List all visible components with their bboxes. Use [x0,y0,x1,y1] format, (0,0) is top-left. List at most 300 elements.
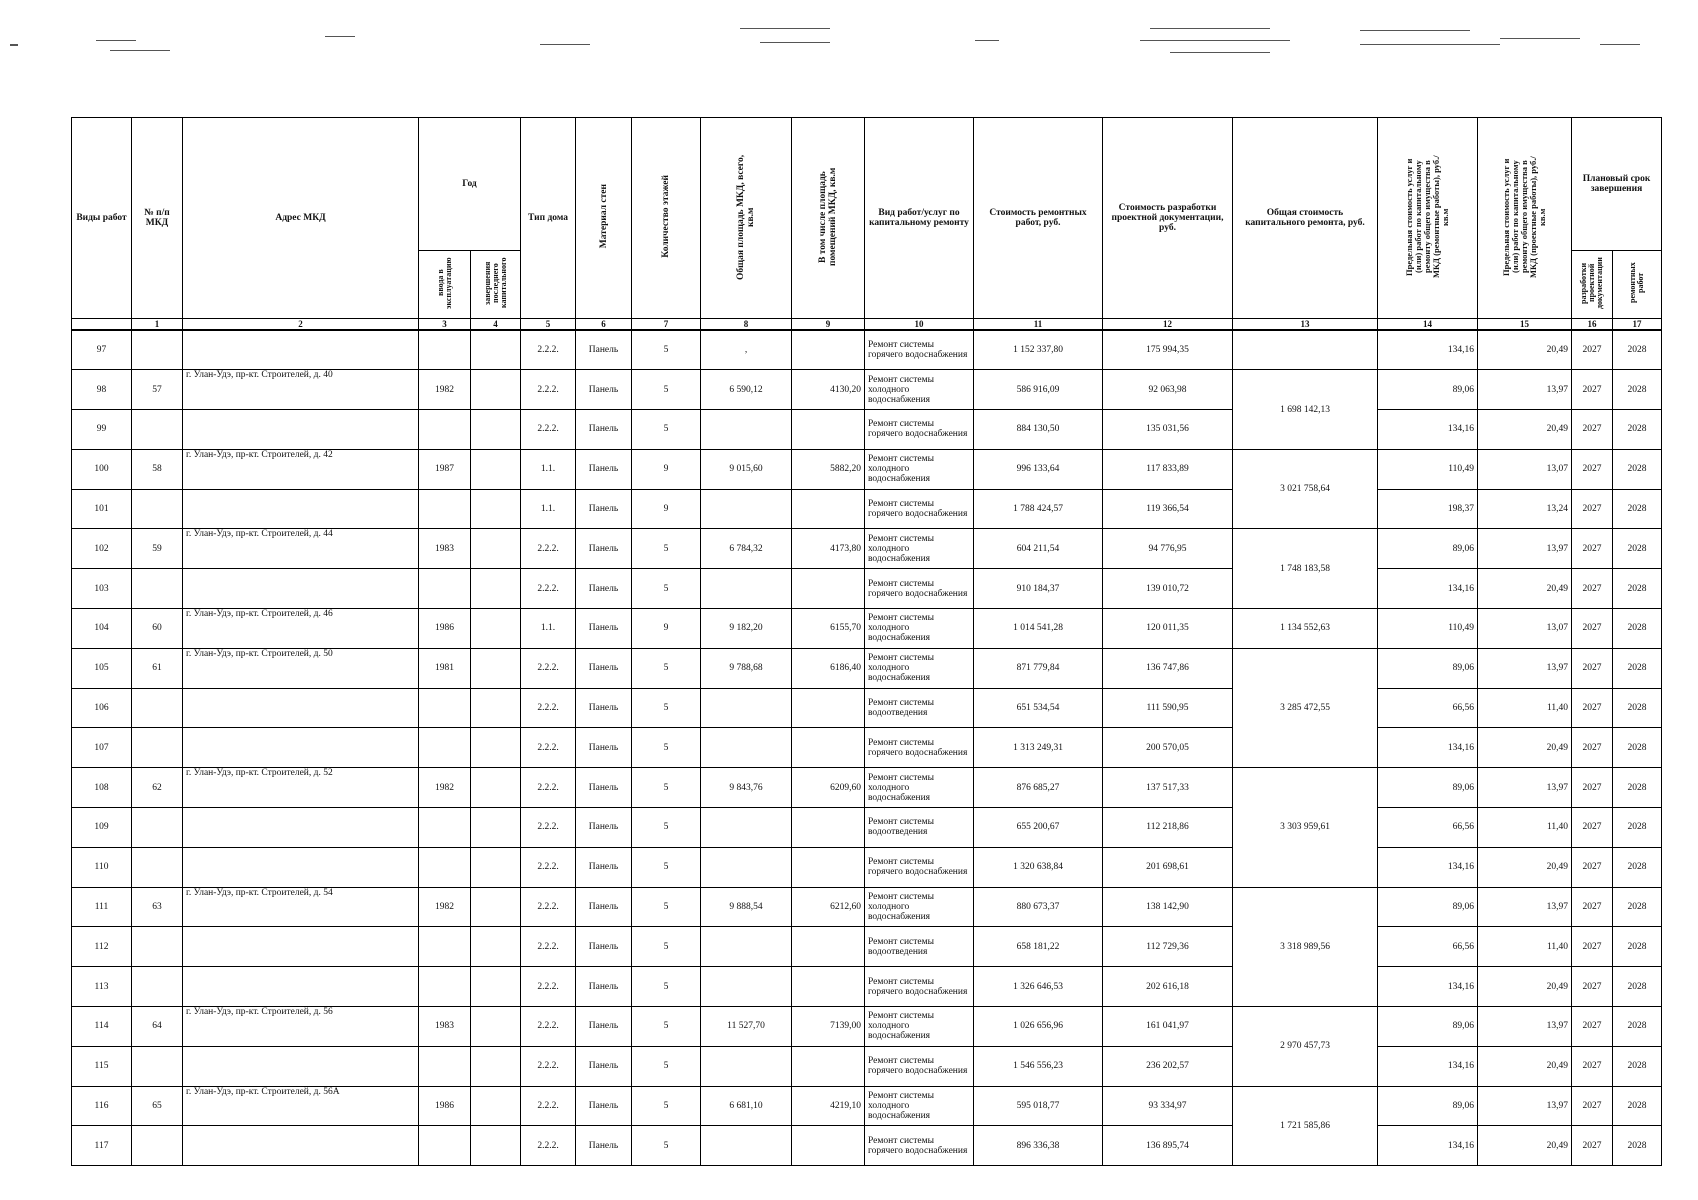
cell-god-kap [471,489,521,529]
cell-nomer-mkd: 62 [132,768,183,808]
cell-srok-pd: 2027 [1572,887,1613,927]
cell-stoim-pd: 200 570,05 [1103,728,1233,768]
table-row [72,967,1662,1007]
cell-tip-doma: 1.1. [521,609,576,649]
cell-adres [183,927,419,967]
cell-obsh-stoim: 1 721 585,86 [1233,1086,1378,1166]
header-nomer-mkd: № п/п МКД [132,118,183,319]
cell-tip-doma: 2.2.2. [521,847,576,887]
cell-god-vvoda: 1981 [419,648,471,688]
cell-stoim-rem: 884 130,50 [974,410,1103,450]
cell-tip-doma: 2.2.2. [521,529,576,569]
cell-nomer-mkd [132,808,183,848]
cell-god-kap [471,648,521,688]
cell-pred-rem: 134,16 [1378,847,1478,887]
cell-obsh-pl: 11 527,70 [701,1007,792,1047]
cell-nomer-mkd [132,489,183,529]
cell-obsh-pl [701,688,792,728]
cell-pred-pd: 20,49 [1478,847,1572,887]
cell-nomer-mkd [132,688,183,728]
cell-material: Панель [576,688,632,728]
cell-adres [183,569,419,609]
cell-pl-pom [792,1126,865,1166]
cell-vid-uslug: Ремонт системы горячего водоснабжения [865,1046,974,1086]
cell-god-vvoda: 1983 [419,1007,471,1047]
cell-vid-uslug: Ремонт системы горячего водоснабжения [865,728,974,768]
cell-obsh-pl [701,808,792,848]
cell-srok-rem: 2028 [1613,808,1662,848]
cell-pred-rem: 89,06 [1378,1086,1478,1126]
cell-stoim-rem: 651 534,54 [974,688,1103,728]
cell-etazhi: 5 [632,1007,701,1047]
cell-obsh-pl [701,1126,792,1166]
header-pred-rem: Предельная стоимость услуг и (или) работ по капитальному ремонту общего имущества в МКД (ремонтные работы), руб./кв.м [1378,118,1478,319]
table-body [72,330,1662,1166]
cell-stoim-rem: 1 326 646,53 [974,967,1103,1007]
cell-etazhi: 5 [632,1046,701,1086]
cell-pl-pom: 6155,70 [792,609,865,649]
cell-adres: г. Улан-Удэ, пр-кт. Строителей, д. 56 [183,1007,419,1047]
cell-tip-doma: 2.2.2. [521,967,576,1007]
cell-god-kap [471,410,521,450]
cell-srok-pd: 2027 [1572,330,1613,370]
cell-vid-rabot: 113 [72,967,132,1007]
cell-obsh-pl: 9 888,54 [701,887,792,927]
cell-pred-pd: 20,49 [1478,410,1572,450]
column-number: 17 [1613,319,1662,331]
cell-material: Панель [576,1007,632,1047]
cell-tip-doma: 2.2.2. [521,768,576,808]
cell-obsh-pl [701,1046,792,1086]
header-pred-pd: Предельная стоимость услуг и (или) работ по капитальному ремонту общего имущества в МКД (проектные работы), руб./кв.м [1478,118,1572,319]
cell-tip-doma: 2.2.2. [521,569,576,609]
header-adres: Адрес МКД [183,118,419,319]
cell-pl-pom: 6209,60 [792,768,865,808]
cell-etazhi: 5 [632,1086,701,1126]
cell-god-kap [471,808,521,848]
column-number: 8 [701,319,792,331]
cell-pl-pom: 5882,20 [792,449,865,489]
cell-tip-doma: 2.2.2. [521,1126,576,1166]
cell-god-kap [471,569,521,609]
cell-nomer-mkd: 58 [132,449,183,489]
cell-srok-pd: 2027 [1572,967,1613,1007]
cell-pred-rem: 89,06 [1378,887,1478,927]
cell-vid-uslug: Ремонт системы холодного водоснабжения [865,609,974,649]
cell-stoim-rem: 1 026 656,96 [974,1007,1103,1047]
column-number: 5 [521,319,576,331]
cell-pred-pd: 20,49 [1478,1046,1572,1086]
cell-srok-rem: 2028 [1613,609,1662,649]
cell-nomer-mkd [132,569,183,609]
cell-pred-rem: 134,16 [1378,1126,1478,1166]
table-row [72,1046,1662,1086]
cell-god-vvoda [419,569,471,609]
cell-pl-pom [792,847,865,887]
cell-srok-pd: 2027 [1572,1126,1613,1166]
cell-tip-doma: 2.2.2. [521,688,576,728]
cell-stoim-rem: 1 788 424,57 [974,489,1103,529]
cell-etazhi: 5 [632,847,701,887]
cell-god-kap [471,967,521,1007]
cell-god-kap [471,449,521,489]
cell-stoim-rem: 1 320 638,84 [974,847,1103,887]
cell-srok-pd: 2027 [1572,927,1613,967]
cell-obsh-stoim: 2 970 457,73 [1233,1007,1378,1087]
cell-material: Панель [576,887,632,927]
cell-tip-doma: 2.2.2. [521,648,576,688]
header-pl-pom: В том числе площадь помещений МКД, кв.м [792,118,865,319]
cell-vid-rabot: 103 [72,569,132,609]
cell-adres [183,1046,419,1086]
cell-god-vvoda [419,410,471,450]
header-srok-pd: разработки проектной документации [1572,251,1613,319]
cell-stoim-pd: 94 776,95 [1103,529,1233,569]
cell-material: Панель [576,927,632,967]
cell-god-vvoda: 1986 [419,1086,471,1126]
column-number: 12 [1103,319,1233,331]
cell-stoim-rem: 871 779,84 [974,648,1103,688]
cell-etazhi: 5 [632,808,701,848]
cell-pred-pd: 11,40 [1478,927,1572,967]
cell-god-vvoda [419,847,471,887]
cell-obsh-pl [701,847,792,887]
cell-adres [183,847,419,887]
cell-god-vvoda [419,489,471,529]
cell-pred-rem: 110,49 [1378,609,1478,649]
cell-vid-rabot: 112 [72,927,132,967]
cell-pl-pom [792,728,865,768]
cell-obsh-pl: , [701,330,792,370]
cell-vid-uslug: Ремонт системы холодного водоснабжения [865,449,974,489]
cell-god-kap [471,1007,521,1047]
cell-srok-rem: 2028 [1613,370,1662,410]
cell-obsh-pl: 6 681,10 [701,1086,792,1126]
cell-vid-uslug: Ремонт системы горячего водоснабжения [865,410,974,450]
cell-vid-uslug: Ремонт системы горячего водоснабжения [865,489,974,529]
cell-vid-uslug: Ремонт системы холодного водоснабжения [865,648,974,688]
header-obsh-pl: Общая площадь МКД, всего, кв.м [701,118,792,319]
cell-nomer-mkd: 60 [132,609,183,649]
cell-tip-doma: 2.2.2. [521,1086,576,1126]
column-number: 1 [132,319,183,331]
cell-stoim-pd: 135 031,56 [1103,410,1233,450]
cell-srok-rem: 2028 [1613,728,1662,768]
cell-vid-rabot: 114 [72,1007,132,1047]
cell-pl-pom [792,569,865,609]
cell-nomer-mkd [132,967,183,1007]
cell-nomer-mkd: 63 [132,887,183,927]
cell-adres: г. Улан-Удэ, пр-кт. Строителей, д. 54 [183,887,419,927]
cell-etazhi: 5 [632,330,701,370]
cell-god-kap [471,847,521,887]
cell-stoim-pd: 138 142,90 [1103,887,1233,927]
cell-pred-pd: 13,97 [1478,529,1572,569]
header-tip-doma: Тип дома [521,118,576,319]
cell-god-kap [471,887,521,927]
table-row [72,728,1662,768]
cell-stoim-pd: 120 011,35 [1103,609,1233,649]
cell-srok-pd: 2027 [1572,728,1613,768]
cell-god-kap [471,1046,521,1086]
cell-pred-pd: 11,40 [1478,808,1572,848]
cell-god-vvoda [419,1046,471,1086]
cell-etazhi: 5 [632,648,701,688]
cell-pl-pom [792,927,865,967]
header-srok-rem: ремонтных работ [1613,251,1662,319]
cell-pred-rem: 89,06 [1378,529,1478,569]
cell-pl-pom: 6186,40 [792,648,865,688]
cell-vid-rabot: 109 [72,808,132,848]
cell-pl-pom: 4130,20 [792,370,865,410]
cell-adres [183,808,419,848]
cell-adres [183,410,419,450]
cell-nomer-mkd: 65 [132,1086,183,1126]
capital-repair-table [71,117,1662,1166]
cell-vid-rabot: 116 [72,1086,132,1126]
cell-stoim-rem: 1 546 556,23 [974,1046,1103,1086]
cell-obsh-pl [701,967,792,1007]
cell-pred-rem: 89,06 [1378,370,1478,410]
scan-header-artifacts [0,0,1698,90]
cell-adres [183,330,419,370]
table-row [72,529,1662,569]
table-row [72,808,1662,848]
cell-obsh-stoim: 1 748 183,58 [1233,529,1378,609]
cell-stoim-pd: 161 041,97 [1103,1007,1233,1047]
cell-etazhi: 5 [632,927,701,967]
cell-vid-uslug: Ремонт системы холодного водоснабжения [865,768,974,808]
cell-pred-rem: 134,16 [1378,1046,1478,1086]
cell-vid-rabot: 101 [72,489,132,529]
cell-pred-pd: 20,49 [1478,330,1572,370]
cell-srok-rem: 2028 [1613,1007,1662,1047]
cell-vid-uslug: Ремонт системы горячего водоснабжения [865,847,974,887]
cell-vid-rabot: 104 [72,609,132,649]
cell-etazhi: 5 [632,887,701,927]
cell-srok-rem: 2028 [1613,1046,1662,1086]
cell-obsh-pl: 9 788,68 [701,648,792,688]
cell-tip-doma: 2.2.2. [521,1007,576,1047]
cell-material: Панель [576,489,632,529]
cell-god-kap [471,370,521,410]
table-row [72,1126,1662,1166]
cell-stoim-pd: 112 218,86 [1103,808,1233,848]
cell-nomer-mkd [132,330,183,370]
cell-obsh-pl [701,927,792,967]
cell-obsh-pl: 9 843,76 [701,768,792,808]
cell-srok-pd: 2027 [1572,1086,1613,1126]
cell-srok-rem: 2028 [1613,688,1662,728]
cell-stoim-rem: 604 211,54 [974,529,1103,569]
cell-vid-uslug: Ремонт системы холодного водоснабжения [865,1086,974,1126]
cell-god-vvoda [419,967,471,1007]
cell-material: Панель [576,648,632,688]
cell-pred-rem: 66,56 [1378,808,1478,848]
cell-obsh-pl [701,410,792,450]
cell-vid-uslug: Ремонт системы холодного водоснабжения [865,529,974,569]
cell-vid-uslug: Ремонт системы горячего водоснабжения [865,569,974,609]
cell-pred-pd: 13,07 [1478,449,1572,489]
cell-vid-uslug: Ремонт системы холодного водоснабжения [865,370,974,410]
header-vid-rabot: Виды работ [72,118,132,319]
cell-material: Панель [576,1046,632,1086]
cell-adres [183,967,419,1007]
cell-god-kap [471,728,521,768]
cell-pred-rem: 89,06 [1378,768,1478,808]
cell-god-vvoda [419,688,471,728]
cell-pred-pd: 20,49 [1478,569,1572,609]
cell-tip-doma: 1.1. [521,489,576,529]
cell-god-vvoda: 1982 [419,887,471,927]
cell-srok-pd: 2027 [1572,648,1613,688]
cell-pred-pd: 20,49 [1478,728,1572,768]
cell-stoim-rem: 655 200,67 [974,808,1103,848]
cell-tip-doma: 1.1. [521,449,576,489]
cell-stoim-rem: 1 014 541,28 [974,609,1103,649]
cell-god-kap [471,609,521,649]
cell-vid-rabot: 105 [72,648,132,688]
cell-material: Панель [576,847,632,887]
cell-pred-pd: 13,97 [1478,370,1572,410]
cell-vid-uslug: Ремонт системы горячего водоснабжения [865,1126,974,1166]
cell-pred-rem: 134,16 [1378,569,1478,609]
cell-srok-pd: 2027 [1572,768,1613,808]
table-row [72,887,1662,927]
cell-obsh-stoim: 1 698 142,13 [1233,370,1378,450]
cell-srok-rem: 2028 [1613,410,1662,450]
cell-etazhi: 5 [632,967,701,1007]
cell-pred-pd: 13,97 [1478,648,1572,688]
cell-stoim-pd: 112 729,36 [1103,927,1233,967]
cell-tip-doma: 2.2.2. [521,1046,576,1086]
header-god-kap: завершения последнего капитального [471,251,521,319]
cell-stoim-rem: 880 673,37 [974,887,1103,927]
cell-srok-rem: 2028 [1613,1086,1662,1126]
cell-pred-rem: 134,16 [1378,967,1478,1007]
cell-obsh-stoim: 3 303 959,61 [1233,768,1378,887]
cell-material: Панель [576,609,632,649]
header-obsh-stoim: Общая стоимость капитального ремонта, руб. [1233,118,1378,319]
table-row [72,410,1662,450]
cell-material: Панель [576,449,632,489]
cell-pred-pd: 13,97 [1478,887,1572,927]
cell-srok-pd: 2027 [1572,489,1613,529]
header-god: Год [419,118,521,251]
cell-stoim-pd: 202 616,18 [1103,967,1233,1007]
cell-obsh-stoim: 1 134 552,63 [1233,609,1378,649]
cell-tip-doma: 2.2.2. [521,330,576,370]
cell-srok-pd: 2027 [1572,609,1613,649]
column-number: 10 [865,319,974,331]
cell-vid-uslug: Ремонт системы водоотведения [865,808,974,848]
cell-vid-rabot: 106 [72,688,132,728]
cell-god-kap [471,529,521,569]
cell-srok-rem: 2028 [1613,887,1662,927]
cell-nomer-mkd: 57 [132,370,183,410]
cell-stoim-pd: 119 366,54 [1103,489,1233,529]
cell-obsh-stoim: 3 285 472,55 [1233,648,1378,767]
cell-vid-uslug: Ремонт системы холодного водоснабжения [865,887,974,927]
cell-stoim-pd: 92 063,98 [1103,370,1233,410]
table-row [72,449,1662,489]
cell-nomer-mkd [132,847,183,887]
cell-stoim-rem: 595 018,77 [974,1086,1103,1126]
cell-stoim-rem: 910 184,37 [974,569,1103,609]
table-row [72,569,1662,609]
table-row [72,330,1662,370]
cell-god-kap [471,927,521,967]
cell-pred-pd: 20,49 [1478,1126,1572,1166]
cell-tip-doma: 2.2.2. [521,370,576,410]
cell-adres [183,728,419,768]
cell-adres [183,688,419,728]
cell-stoim-rem: 876 685,27 [974,768,1103,808]
cell-god-vvoda: 1982 [419,370,471,410]
cell-etazhi: 5 [632,569,701,609]
cell-adres: г. Улан-Удэ, пр-кт. Строителей, д. 56А [183,1086,419,1126]
cell-srok-rem: 2028 [1613,489,1662,529]
cell-stoim-pd: 111 590,95 [1103,688,1233,728]
cell-vid-rabot: 108 [72,768,132,808]
header-material: Материал стен [576,118,632,319]
cell-srok-pd: 2027 [1572,569,1613,609]
cell-pl-pom: 7139,00 [792,1007,865,1047]
header-plan-srok: Плановый срок завершения [1572,118,1662,251]
cell-god-vvoda [419,808,471,848]
column-number: 16 [1572,319,1613,331]
cell-vid-rabot: 100 [72,449,132,489]
cell-material: Панель [576,330,632,370]
cell-pl-pom [792,410,865,450]
cell-material: Панель [576,808,632,848]
column-number: 15 [1478,319,1572,331]
cell-vid-rabot: 99 [72,410,132,450]
cell-vid-rabot: 97 [72,330,132,370]
cell-etazhi: 9 [632,489,701,529]
header-etazhi: Количество этажей [632,118,701,319]
cell-etazhi: 5 [632,370,701,410]
cell-stoim-pd: 136 747,86 [1103,648,1233,688]
cell-adres: г. Улан-Удэ, пр-кт. Строителей, д. 46 [183,609,419,649]
cell-god-vvoda: 1987 [419,449,471,489]
cell-tip-doma: 2.2.2. [521,728,576,768]
cell-obsh-pl [701,728,792,768]
cell-stoim-pd: 175 994,35 [1103,330,1233,370]
cell-pred-pd: 13,07 [1478,609,1572,649]
cell-etazhi: 5 [632,1126,701,1166]
cell-stoim-rem: 1 152 337,80 [974,330,1103,370]
cell-stoim-pd: 236 202,57 [1103,1046,1233,1086]
cell-srok-pd: 2027 [1572,529,1613,569]
cell-srok-rem: 2028 [1613,648,1662,688]
cell-material: Панель [576,967,632,1007]
cell-stoim-rem: 586 916,09 [974,370,1103,410]
cell-adres: г. Улан-Удэ, пр-кт. Строителей, д. 44 [183,529,419,569]
cell-srok-rem: 2028 [1613,529,1662,569]
cell-tip-doma: 2.2.2. [521,927,576,967]
cell-vid-rabot: 115 [72,1046,132,1086]
table-row [72,847,1662,887]
cell-stoim-pd: 201 698,61 [1103,847,1233,887]
column-number: 14 [1378,319,1478,331]
table-row [72,1007,1662,1047]
cell-material: Панель [576,410,632,450]
cell-pred-rem: 89,06 [1378,648,1478,688]
cell-pred-rem: 89,06 [1378,1007,1478,1047]
cell-pl-pom [792,330,865,370]
cell-stoim-pd: 137 517,33 [1103,768,1233,808]
